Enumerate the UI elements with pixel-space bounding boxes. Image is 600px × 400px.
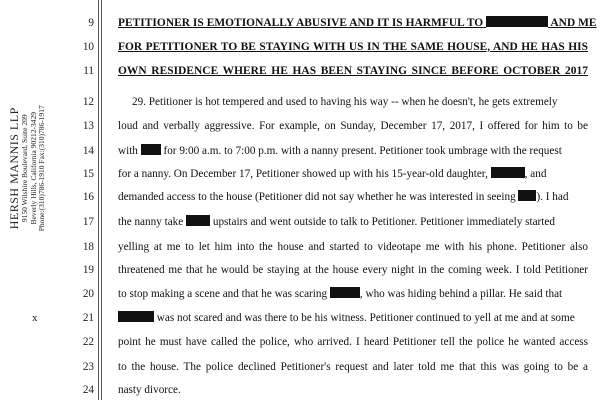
body-line-24: nasty divorce. [118, 384, 181, 396]
body-text: to stop making a scene and that he was scaring [118, 287, 328, 300]
left-margin-rule [98, 0, 99, 400]
left-margin-rule-inner [101, 0, 102, 400]
body-text: , who was hiding behind a pillar. He said that [359, 287, 563, 300]
heading-line-11: OWN RESIDENCE WHERE HE HAS BEEN STAYING SINCE BEFORE OCTOBER 2017 [118, 65, 588, 78]
body-line-20 [118, 286, 588, 302]
body-text: was not scared and was there to be his witness. Petitioner continued to yell at me and at some [156, 312, 575, 325]
line-number: 19 [82, 264, 94, 277]
heading-text: PETITIONER IS EMOTIONALLY ABUSIVE AND IT IS HARMFUL TO [118, 17, 484, 30]
body-text: ). I had [536, 191, 569, 204]
line-number: 12 [82, 96, 94, 109]
line-number: 14 [82, 144, 94, 157]
firm-address-2: Beverly Hills, California 90212-3429 [28, 111, 38, 225]
body-line-15 [118, 166, 588, 182]
line-number: 15 [82, 168, 94, 181]
line-number: 17 [82, 216, 94, 229]
redaction-box [330, 287, 360, 298]
line-number: 13 [82, 119, 94, 132]
line-number: 23 [82, 360, 94, 373]
line-number: 11 [83, 65, 94, 78]
line-number: 16 [82, 191, 94, 204]
firm-phone: Phone:(310)786-1910 Fax:(310)786-1917 [36, 104, 46, 232]
body-line-12 [118, 94, 588, 110]
body-line-21 [118, 310, 588, 326]
redaction-box [186, 215, 210, 226]
line-number: 22 [82, 335, 94, 348]
body-line-23: to the house. The police declined Petitioner's request and later told me that this was going to be a [118, 360, 588, 373]
body-text: 29. Petitioner is hot tempered and used to having his way -- when he doesn't, he gets extremely [132, 96, 558, 109]
body-line-16 [118, 189, 588, 205]
firm-address-1: 9150 Wilshire Boulevard, Suite 209 [19, 114, 29, 222]
line-number: 20 [82, 287, 94, 300]
redaction-box [141, 144, 161, 155]
body-text: upstairs and went outside to talk to Petitioner. Petitioner immediately started [212, 216, 555, 229]
redaction-box [486, 16, 548, 27]
body-text: for 9:00 a.m. to 7:00 p.m. with a nanny present. Petitioner took umbrage with the request [163, 144, 562, 157]
body-text: with [118, 144, 138, 157]
redaction-box [491, 167, 525, 178]
body-line-14 [118, 143, 588, 159]
redaction-box [118, 311, 154, 322]
heading-text: AND ME [550, 17, 597, 30]
redaction-box [518, 190, 536, 201]
body-line-22: point he must have called the police, who arrived. I heard Petitioner tell the police he wanted access [118, 335, 588, 348]
body-text: for a nanny. On December 17, Petitioner showed up with his 15-year-old daughter, [118, 168, 488, 181]
x-mark: x [32, 312, 38, 325]
heading-line-10: FOR PETITIONER TO BE STAYING WITH US IN THE SAME HOUSE, AND HE HAS HIS [118, 40, 588, 53]
line-number: 9 [88, 17, 94, 30]
body-text: the nanny take [118, 216, 184, 229]
body-line-18: yelling at me to let him into the house and started to videotape me with his phone. Petitioner also [118, 240, 588, 253]
body-line-19: threatened me that he would be staying at the house every night in the coming week. I told Petitioner [118, 264, 588, 277]
body-line-17 [118, 214, 588, 230]
body-text: demanded access to the house (Petitioner did not say whether he was interested in seeing [118, 191, 516, 204]
body-line-13: loud and verbally aggressive. For example, on Sunday, December 17, 2017, I offered for him to be [118, 119, 588, 132]
line-number: 24 [82, 384, 94, 396]
firm-margin-block [0, 88, 56, 248]
line-number: 18 [82, 240, 94, 253]
body-text: , and [524, 168, 547, 181]
firm-name: HERSH MANNIS LLP [6, 107, 21, 230]
heading-line-9 [118, 15, 597, 31]
line-number: 21 [82, 312, 94, 325]
line-number: 10 [82, 40, 94, 53]
